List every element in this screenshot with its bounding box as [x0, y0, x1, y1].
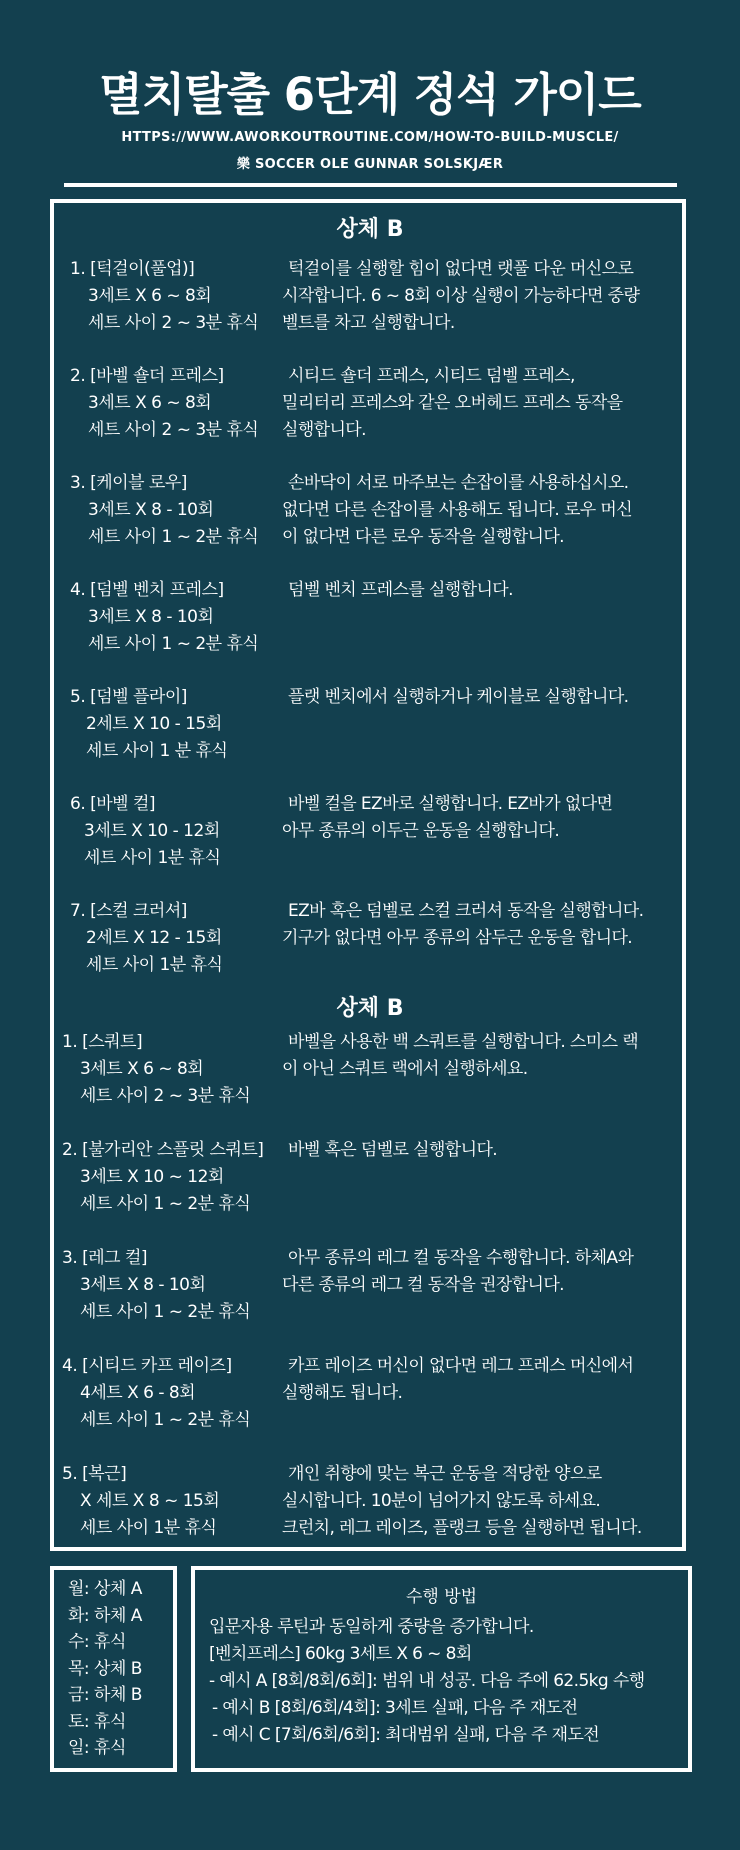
exercise-lower-2 — [62, 1137, 263, 1218]
exercise-desc-lower-1: 바벨을 사용한 백 스쿼트를 실행합니다. 스미스 랙 이 아닌 스쿼트 랙에서 실행하세요. — [282, 1032, 639, 1079]
exercise-desc-lower-5: 개인 취향에 맞는 복근 운동을 적당한 양으로 실시합니다. 10분이 넘어가지 않도록 하세요. 크런치, 레그 레이즈, 플랭크 등을 실행하면 됩니다. — [282, 1464, 642, 1538]
exercise-name: 2. [불가리안 스플릿 스쿼트] — [62, 1140, 264, 1160]
exercise-upper-7 — [70, 898, 222, 979]
exercise-upper-1 — [70, 256, 258, 337]
title-divider — [64, 183, 677, 187]
exercise-desc-upper-1: 턱걸이를 실행할 힘이 없다면 랫풀 다운 머신으로 시작합니다. 6 ~ 8회 이상 실행이 가능하다면 중량 벨트를 차고 실행합니다. — [282, 259, 640, 333]
weekly-schedule-box — [50, 1566, 177, 1772]
exercise-desc-upper-4: 덤벨 벤치 프레스를 실행합니다. — [288, 580, 513, 600]
exercise-sets: 3세트 X 8 - 10회 — [88, 500, 214, 520]
exercise-rest: 세트 사이 1분 휴식 — [84, 848, 221, 868]
exercise-name: 3. [케이블 로우] — [70, 473, 187, 493]
exercise-rest: 세트 사이 1 ~ 2분 휴식 — [80, 1302, 251, 1322]
method-line: - 예시 A [8회/8회/6회]: 범위 내 성공. 다음 주에 62.5kg 수행 — [209, 1671, 645, 1691]
exercise-sets: 3세트 X 10 ~ 12회 — [80, 1167, 224, 1187]
exercise-sets: 2세트 X 12 - 15회 — [86, 928, 222, 948]
exercise-desc-upper-5: 플랫 벤치에서 실행하거나 케이블로 실행합니다. — [288, 687, 629, 707]
method-title: 수행 방법 — [405, 1587, 478, 1607]
exercise-upper-4 — [70, 577, 258, 658]
method-line: - 예시 B [8회/6회/4회]: 3세트 실패, 다음 주 재도전 — [212, 1698, 578, 1718]
method-line: [벤치프레스] 60kg 3세트 X 6 ~ 8회 — [209, 1644, 472, 1664]
exercise-rest: 세트 사이 1 ~ 2분 휴식 — [80, 1410, 251, 1430]
exercise-desc-upper-6: 바벨 컬을 EZ바로 실행합니다. EZ바가 없다면 아무 종류의 이두근 운동을 실행합니다. — [282, 794, 613, 841]
exercise-lower-4 — [62, 1353, 250, 1434]
method-box — [191, 1566, 692, 1772]
exercise-name: 4. [덤벨 벤치 프레스] — [70, 580, 224, 600]
schedule-item-tue: 화: 하체 A — [68, 1605, 142, 1626]
exercise-upper-3 — [70, 470, 258, 551]
exercise-upper-2 — [70, 363, 258, 444]
exercise-name: 5. [덤벨 플라이] — [70, 687, 187, 707]
page-title: 멸치탈출 6단계 정석 가이드 — [99, 68, 641, 121]
exercise-upper-5 — [70, 684, 227, 765]
exercise-desc-upper-2: 시티드 숄더 프레스, 시티드 덤벨 프레스, 밀리터리 프레스와 같은 오버헤드 프레스 동작을 실행합니다. — [282, 366, 623, 440]
schedule-item-sat: 토: 휴식 — [68, 1711, 126, 1732]
exercise-sets: 3세트 X 8 - 10회 — [80, 1275, 206, 1295]
schedule-item-mon: 월: 상체 A — [68, 1579, 142, 1599]
exercise-sets: 4세트 X 6 - 8회 — [80, 1383, 196, 1403]
method-line: 입문자용 루틴과 동일하게 중량을 증가합니다. — [209, 1617, 534, 1637]
exercise-lower-1 — [62, 1029, 250, 1110]
exercise-upper-6 — [70, 791, 220, 872]
exercise-name: 2. [바벨 숄더 프레스] — [70, 366, 224, 386]
credit-line: 樂 SOCCER OLE GUNNAR SOLSKJÆR — [236, 157, 504, 172]
exercise-desc-lower-2: 바벨 혹은 덤벨로 실행합니다. — [288, 1140, 498, 1160]
exercise-sets: 3세트 X 8 - 10회 — [88, 607, 214, 627]
schedule-item-wed: 수: 휴식 — [68, 1632, 126, 1652]
schedule-item-sun: 일: 휴식 — [68, 1738, 126, 1758]
exercise-name: 6. [바벨 컬] — [70, 794, 156, 814]
exercise-rest: 세트 사이 2 ~ 3분 휴식 — [88, 420, 259, 440]
exercise-desc-upper-3: 손바닥이 서로 마주보는 손잡이를 사용하십시오. 없다면 다른 손잡이를 사용해도 됩니다. 로우 머신 이 없다면 다른 로우 동작을 실행합니다. — [282, 473, 633, 547]
method-lines — [209, 1614, 645, 1749]
exercise-name: 3. [레그 컬] — [62, 1248, 148, 1268]
exercise-sets: 3세트 X 6 ~ 8회 — [88, 286, 212, 306]
exercise-rest: 세트 사이 1분 휴식 — [80, 1518, 217, 1538]
exercise-rest: 세트 사이 1 ~ 2분 휴식 — [88, 527, 259, 547]
exercise-sets: 3세트 X 6 ~ 8회 — [80, 1059, 204, 1079]
section-title-upper: 상체 B — [336, 217, 404, 242]
exercise-rest: 세트 사이 1 ~ 2분 휴식 — [80, 1194, 251, 1214]
exercise-name: 1. [스쿼트] — [62, 1032, 143, 1052]
exercise-lower-5 — [62, 1461, 219, 1542]
schedule-item-thu: 목: 상체 B — [68, 1658, 142, 1679]
schedule-item-fri: 금: 하체 B — [68, 1685, 142, 1705]
exercise-lower-3 — [62, 1245, 250, 1326]
method-line: - 예시 C [7회/6회/6회]: 최대범위 실패, 다음 주 재도전 — [212, 1725, 600, 1745]
section-title-lower: 상체 B — [336, 996, 404, 1021]
exercise-name: 7. [스컬 크러셔] — [70, 901, 187, 921]
exercise-sets: 3세트 X 10 - 12회 — [84, 821, 220, 841]
source-url: HTTPS://WWW.AWORKOUTROUTINE.COM/HOW-TO-BUILD-MUSCLE/ — [121, 130, 619, 145]
exercise-rest: 세트 사이 1 분 휴식 — [86, 741, 228, 761]
exercise-rest: 세트 사이 1분 휴식 — [86, 955, 223, 975]
exercise-name: 5. [복근] — [62, 1464, 127, 1484]
exercise-desc-upper-7: EZ바 혹은 덤벨로 스컬 크러셔 동작을 실행합니다. 기구가 없다면 아무 종류의 삼두근 운동을 합니다. — [282, 901, 644, 948]
exercise-sets: 3세트 X 6 ~ 8회 — [88, 393, 212, 413]
exercise-rest: 세트 사이 2 ~ 3분 휴식 — [88, 313, 259, 333]
exercise-desc-lower-4: 카프 레이즈 머신이 없다면 레그 프레스 머신에서 실행해도 됩니다. — [282, 1356, 634, 1403]
exercise-name: 4. [시티드 카프 레이즈] — [62, 1356, 232, 1376]
exercise-desc-lower-3: 아무 종류의 레그 컬 동작을 수행합니다. 하체A와 다른 종류의 레그 컬 동작을 권장합니다. — [282, 1248, 634, 1295]
exercise-rest: 세트 사이 1 ~ 2분 휴식 — [88, 634, 259, 654]
exercise-rest: 세트 사이 2 ~ 3분 휴식 — [80, 1086, 251, 1106]
exercise-sets: X 세트 X 8 ~ 15회 — [80, 1491, 220, 1511]
exercise-name: 1. [턱걸이(풀업)] — [70, 259, 195, 279]
exercise-sets: 2세트 X 10 - 15회 — [86, 714, 222, 734]
